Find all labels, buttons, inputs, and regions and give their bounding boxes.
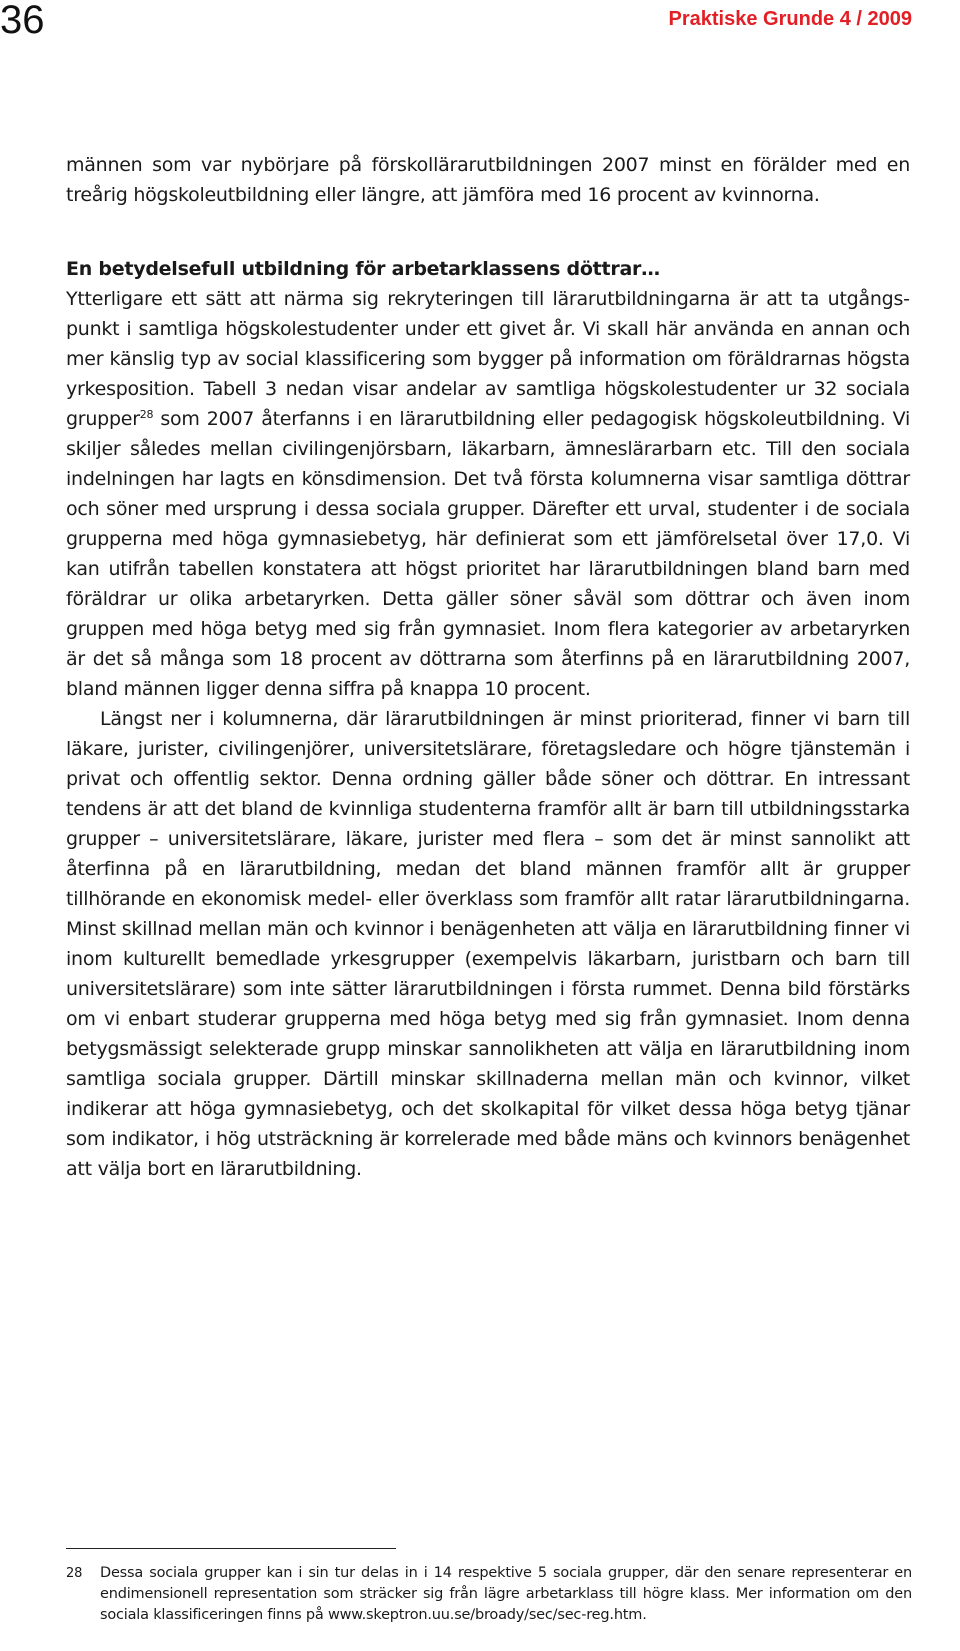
page-number: 36 — [0, 0, 45, 42]
footnote-divider — [66, 1548, 396, 1549]
paragraph-1-text: Ytterligare ett sätt att närma sig rekryteringen till lärarutbildningarna är att ta utgångspunkt i samtliga högskolestudenter under ett givet år. Vi skall här använda en annan och mer känslig typ av social klassificering som bygger på information om föräldrarnas högsta yrkesposition. Tabell 3 nedan visar andelar av samtliga högskolestudenter ur 32 sociala grupper — [66, 288, 910, 430]
section-heading: En betydelsefull utbildning för arbetarklassens döttrar… — [66, 258, 660, 280]
footnote-number: 28 — [66, 1566, 83, 1581]
footnote-reference[interactable]: 28 — [139, 408, 154, 421]
footnote — [66, 1563, 912, 1626]
running-title: Praktiske Grunde 4 / 2009 — [668, 8, 912, 30]
article-section — [66, 254, 910, 1184]
continued-paragraph: männen som var nybörjare på förskollärarutbildningen 2007 minst en förälder med en treårig högskoleutbildning eller längre, att jämföra med 16 procent av kvinnorna. — [66, 154, 910, 206]
paragraph-1-continued: som 2007 återfanns i en lärarutbildning eller pedagogisk högskoleutbildning. Vi skiljer således mellan civilingenjörsbarn, läkarbarn, ämneslärarbarn etc. Till den sociala indelningen har lagts en könsdimension. Det två första kolumnerna visar samtliga döttrar och söner med ursprung i dessa sociala grupper. Därefter ett urval, studenter i de sociala grupperna med höga gymnasiebetyg, här definierat som ett jämförelsetal över 17,0. Vi kan utifrån tabellen konstatera att högst prioritet har lärarutbildningen bland barn med föräldrar ur olika arbetaryrken. Detta gäller söner såväl som döttrar och även inom gruppen med höga betyg med sig från gymnasiet. Inom flera kategorier av arbetaryrken är det så många som 18 procent av döttrarna som återfinns på en lärarutbildning 2007, bland männen ligger denna siffra på knappa 10 procent. — [66, 408, 910, 700]
paragraph-2: Längst ner i kolumnerna, där lärarutbildningen är minst prioriterad, finner vi barn till läkare, jurister, civilingenjörer, universitetslärare, företagsledare och högre tjänstemän i privat och offentlig sektor. Denna ordning gäller både söner och döttrar. En intressant tendens är att det bland de kvinnliga studenterna framför allt är barn till utbildningsstarka grupper – universitetslärare, läkare, jurister med flera – som det är minst sannolikt att återfinna på en lärarutbildning, medan det bland männen framför allt är grupper tillhörande en ekonomisk medel- eller överklass som framför allt ratar lärarutbildningarna. Minst skillnad mellan män och kvinnor i benägenheten att välja en lärarutbildning finner vi inom kulturellt bemedlade yrkesgrupper (exempelvis läkarbarn, juristbarn och barn till universitetslärare) som inte sätter lärarutbildningen i första rummet. Denna bild förstärks om vi enbart studerar grupperna med höga betyg med sig från gymnasiet. Inom denna betygsmässigt selekterade grupp minskar sannolikheten att välja en lärarutbildning inom samtliga sociala grupper. Därtill minskar skillnaderna mellan män och kvinnor, vilket indikerar att höga gymnasiebetyg, och det skolkapital för vilket dessa höga betyg tjänar som indikator, i hög utsträckning är korrelerade med både mäns och kvinnors benägenhet att välja bort en lärarutbildning. — [66, 708, 910, 1180]
paragraph-1 — [66, 284, 910, 704]
footnote-text: Dessa sociala grupper kan i sin tur delas in i 14 respektive 5 sociala grupper, där den senare representerar en endimensionell representation som sträcker sig från lägre arbetarklass till högre klass. Mer information om den sociala klassificeringen finns på www.skeptron.uu.se/broady/sec/sec-reg.htm. — [100, 1565, 912, 1623]
